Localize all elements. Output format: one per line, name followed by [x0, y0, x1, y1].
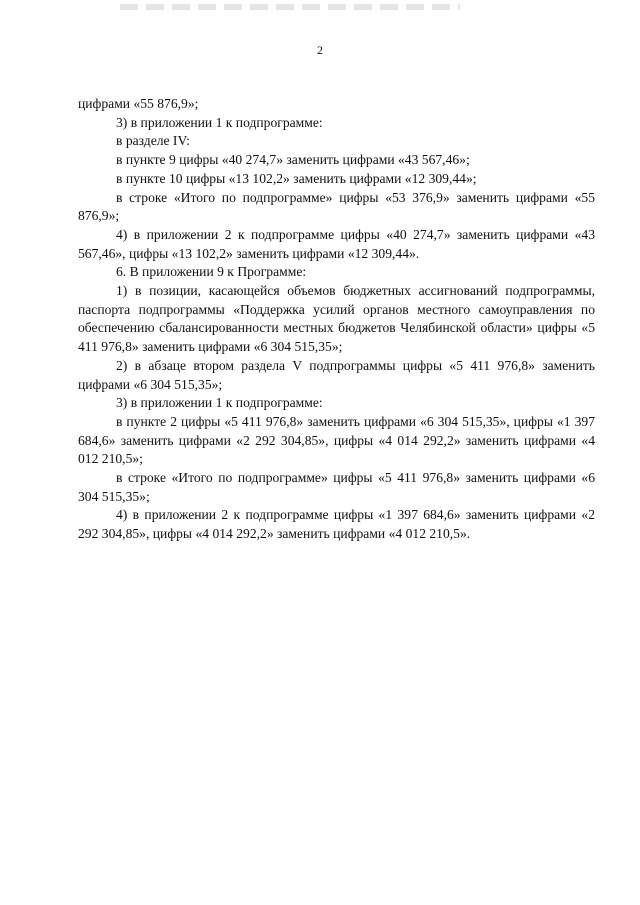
paragraph-item-4-appendix-2: 4) в приложении 2 к подпрограмме цифры «40 274,7» заменить цифрами «43 567,46», цифры «13 102,2» заменить цифрами «12 309,44».	[78, 226, 595, 261]
document-body	[78, 95, 595, 544]
page-number: 2	[317, 43, 323, 57]
paragraph-total-row: в строке «Итого по подпрограмме» цифры «53 376,9» заменить цифрами «55 876,9»;	[78, 189, 595, 224]
paragraph-section-iv: в разделе IV:	[116, 133, 191, 149]
paragraph-item-2-section-v: 2) в абзаце втором раздела V подпрограммы цифры «5 411 976,8» заменить цифрами «6 304 515,35»;	[78, 357, 595, 392]
paragraph-item-4-appendix-2-second: 4) в приложении 2 к подпрограмме цифры «1 397 684,6» заменить цифрами «2 292 304,85», цифры «4 014 292,2» заменить цифрами «4 012 210,5».	[78, 507, 595, 542]
paragraph-section-6: 6. В приложении 9 к Программе:	[116, 264, 307, 280]
scan-header-smudge	[120, 4, 460, 10]
paragraph-total-row-second: в строке «Итого по подпрограмме» цифры «5 411 976,8» заменить цифрами «6 304 515,35»;	[78, 470, 595, 504]
paragraph-point-9: в пункте 9 цифры «40 274,7» заменить цифрами «43 567,46»;	[116, 152, 470, 168]
paragraph-point-10: в пункте 10 цифры «13 102,2» заменить цифрами «12 309,44»;	[116, 170, 477, 186]
paragraph-item-3-appendix-1: 3) в приложении 1 к подпрограмме:	[116, 114, 323, 130]
paragraph-point-2: в пункте 2 цифры «5 411 976,8» заменить цифрами «6 304 515,35», цифры «1 397 684,6» заменить цифрами «2 292 304,85», цифры «4 014 292,2» заменить цифрами «4 012 210,5»;	[78, 413, 595, 467]
paragraph-continuation: цифрами «55 876,9»;	[78, 96, 199, 111]
paragraph-item-3-appendix-1-second: 3) в приложении 1 к подпрограмме:	[116, 395, 323, 411]
paragraph-item-1-position: 1) в позиции, касающейся объемов бюджетных ассигнований подпрограммы, паспорта подпрограммы «Поддержка усилий органов местного самоуправления по обеспечению сбалансированности местных бюджетов Челябинской области» цифры «5 411 976,8» заменить цифрами «6 304 515,35»;	[78, 283, 595, 355]
